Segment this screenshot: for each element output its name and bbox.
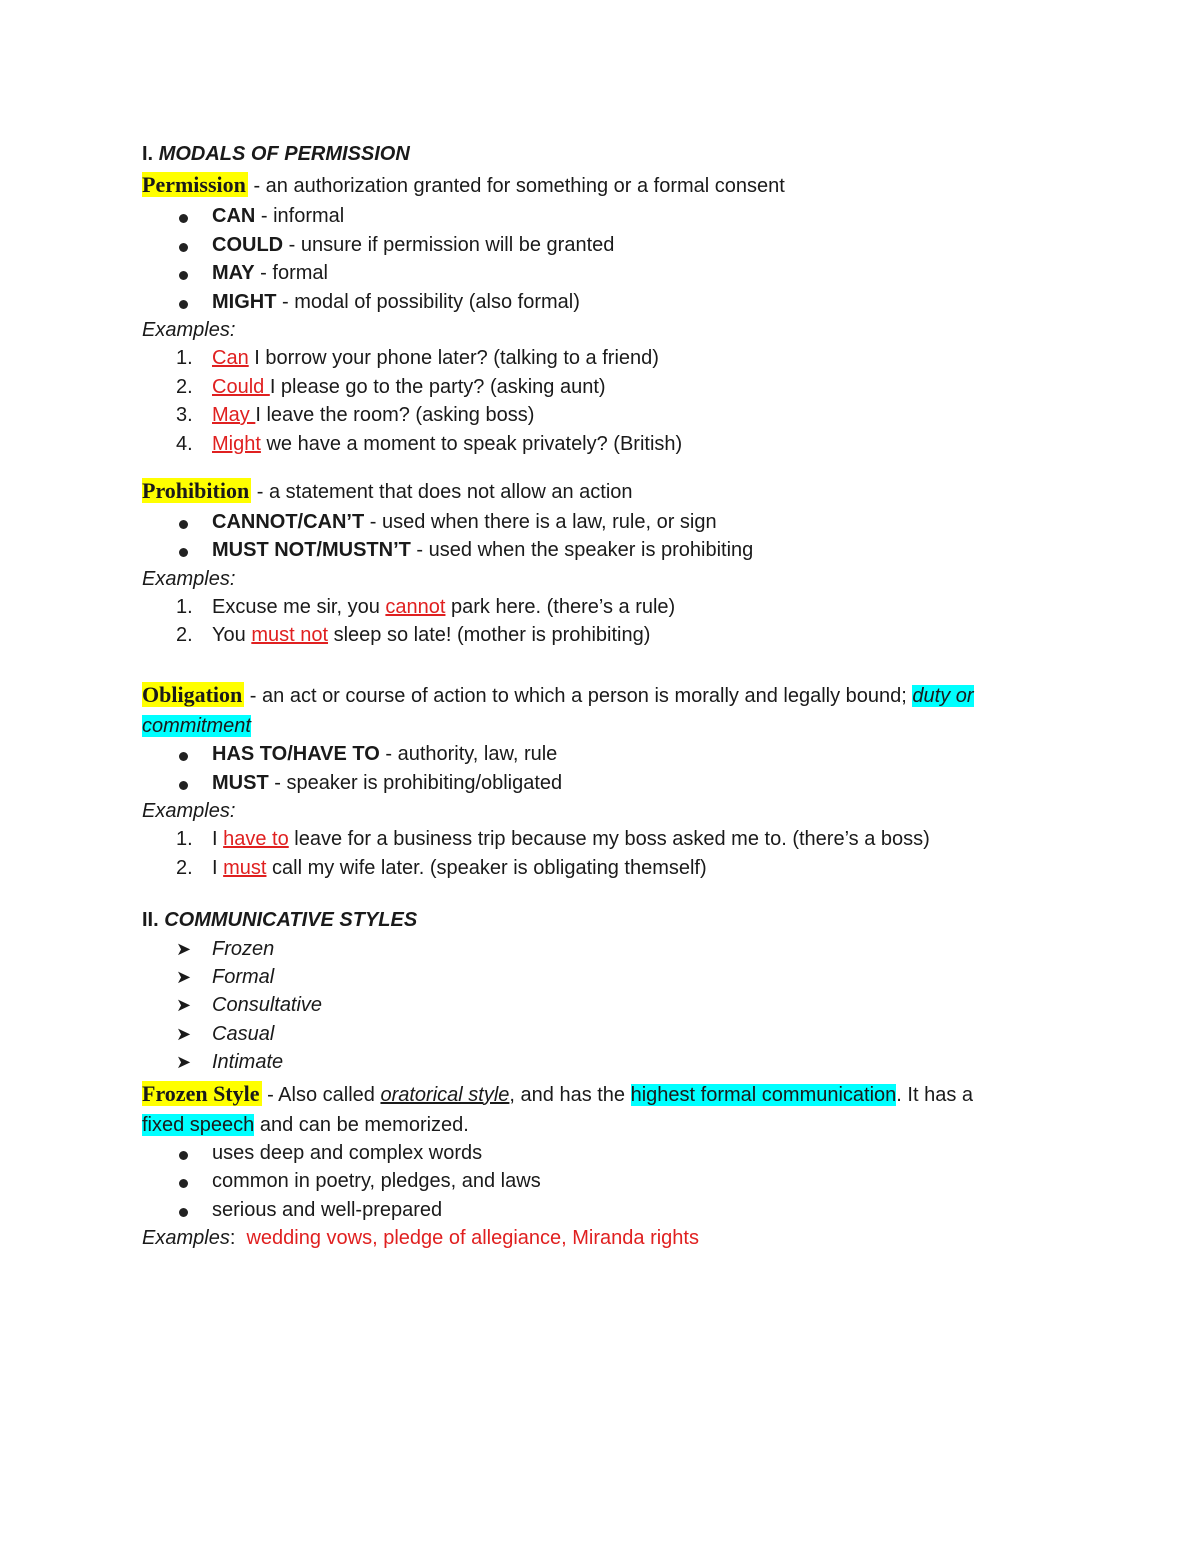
list-item: MUST - speaker is prohibiting/obligated	[142, 769, 1062, 797]
list-item: MUST NOT/MUSTN’T - used when the speaker is prohibiting	[142, 536, 1062, 564]
frozen-style-definition-cont: fixed speech and can be memorized.	[142, 1113, 469, 1136]
list-item: ➤ Intimate	[142, 1048, 1062, 1076]
section-title: COMMUNICATIVE STYLES	[164, 909, 418, 932]
list-item: MAY - formal	[142, 259, 1062, 287]
term-permission: Permission	[142, 172, 246, 198]
list-item: CAN - informal	[142, 202, 1062, 230]
term-frozen-style: Frozen Style	[142, 1080, 260, 1106]
obligation-definition: Obligation - an act or course of action to which a person is morally and legally bound; duty or	[142, 681, 974, 707]
example-item: 1. Can I borrow your phone later? (talking to a friend)	[176, 347, 659, 370]
section-title: MODALS OF PERMISSION	[158, 143, 410, 165]
example-item: 2. Could I please go to the party? (asking aunt)	[176, 375, 606, 398]
list-item: serious and well-prepared	[142, 1196, 1062, 1224]
prohibition-definition: Prohibition - a statement that does not allow an action	[142, 477, 633, 503]
list-item: common in poetry, pledges, and laws	[142, 1167, 1062, 1195]
highlight-duty: duty or	[912, 684, 974, 707]
examples-label: Examples:	[142, 800, 236, 823]
list-item: ➤ Consultative	[142, 991, 1062, 1019]
arrow-bullet-icon: ➤	[176, 995, 192, 1016]
example-item: 1. I have to leave for a business trip because my boss asked me to. (there’s a boss)	[176, 828, 930, 851]
document-content	[142, 140, 1062, 1253]
examples-label: Examples:	[142, 318, 236, 341]
example-item: 3. May I leave the room? (asking boss)	[176, 404, 535, 427]
list-item: ➤ Frozen	[142, 935, 1062, 963]
example-item: 1. Excuse me sir, you cannot park here. (there’s a rule)	[176, 596, 676, 619]
example-item: 2. I must call my wife later. (speaker is obligating themself)	[176, 856, 707, 879]
list-item: CANNOT/CAN’T - used when there is a law, rule, or sign	[142, 508, 1062, 536]
list-item: COULD - unsure if permission will be granted	[142, 231, 1062, 259]
frozen-examples: Examples: wedding vows, pledge of allegiance, Miranda rights	[142, 1227, 699, 1250]
permission-definition: Permission - an authorization granted for something or a formal consent	[142, 172, 785, 198]
section-heading-modals: I. MODALS OF PERMISSION	[142, 143, 410, 165]
list-item: HAS TO/HAVE TO - authority, law, rule	[142, 740, 1062, 768]
example-item: 2. You must not sleep so late! (mother is prohibiting)	[176, 624, 651, 647]
highlight-commitment: commitment	[142, 714, 251, 737]
examples-label: Examples:	[142, 567, 236, 590]
list-item: uses deep and complex words	[142, 1139, 1062, 1167]
list-item: ➤ Formal	[142, 963, 1062, 991]
term-prohibition: Prohibition	[142, 477, 250, 503]
arrow-bullet-icon: ➤	[176, 966, 192, 987]
obligation-definition-cont	[142, 712, 1062, 740]
frozen-style-definition: Frozen Style - Also called oratorical style, and has the highest formal communication. It has a	[142, 1080, 974, 1106]
oratorical-style: oratorical style	[380, 1083, 510, 1106]
highlight-fixed-speech: fixed speech	[142, 1113, 255, 1136]
arrow-bullet-icon: ➤	[176, 938, 192, 959]
example-item: 4. Might we have a moment to speak privately? (British)	[176, 432, 683, 455]
term-obligation: Obligation	[142, 681, 243, 707]
section-heading-styles: II. COMMUNICATIVE STYLES	[142, 909, 418, 932]
highlight-highest-formal: highest formal communication	[630, 1083, 897, 1106]
list-item: ➤ Casual	[142, 1020, 1062, 1048]
arrow-bullet-icon: ➤	[176, 1052, 192, 1073]
arrow-bullet-icon: ➤	[176, 1023, 192, 1044]
list-item: MIGHT - modal of possibility (also formal)	[142, 288, 1062, 316]
